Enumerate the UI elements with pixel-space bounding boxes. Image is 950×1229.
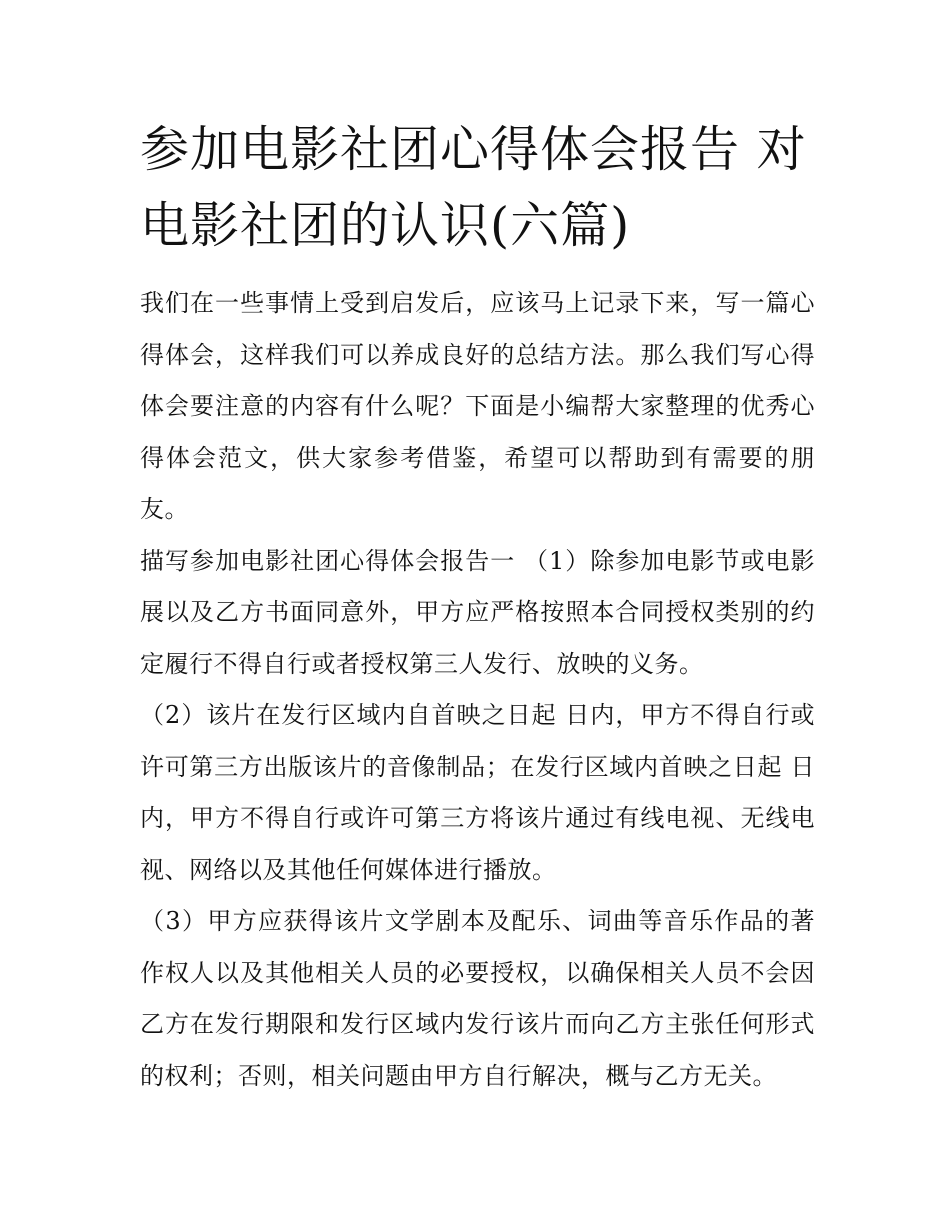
paragraph-intro: 我们在一些事情上受到启发后，应该马上记录下来，写一篇心得体会，这样我们可以养成良好的总结方法。那么我们写心得体会要注意的内容有什么呢？下面是小编帮大家整理的优秀心得体会范文，供大家参考借鉴，希望可以帮助到有需要的朋友。	[140, 289, 815, 523]
paragraph-clause-3: （3）甲方应获得该片文学剧本及配乐、词曲等音乐作品的著作权人以及其他相关人员的必要授权，以确保相关人员不会因乙方在发行期限和发行区域内发行该片而向乙方主张任何形式的权利；否则，相关问题由甲方自行解决，概与乙方无关。	[140, 907, 815, 1090]
document-title: 参加电影社团心得体会报告 对电影社团的认识(六篇)	[140, 121, 807, 254]
paragraph-clause-2: （2）该片在发行区域内自首映之日起 日内，甲方不得自行或许可第三方出版该片的音像制品；在发行区域内首映之日起 日内，甲方不得自行或许可第三方将该片通过有线电视、无线电视、网络以及其他任何媒体进行播放。	[140, 701, 815, 884]
paragraph-clause-1: 描写参加电影社团心得体会报告一 （1）除参加电影节或电影展以及乙方书面同意外，甲方应严格按照本合同授权类别的约定履行不得自行或者授权第三人发行、放映的义务。	[140, 546, 815, 678]
document-page	[140, 112, 815, 1102]
